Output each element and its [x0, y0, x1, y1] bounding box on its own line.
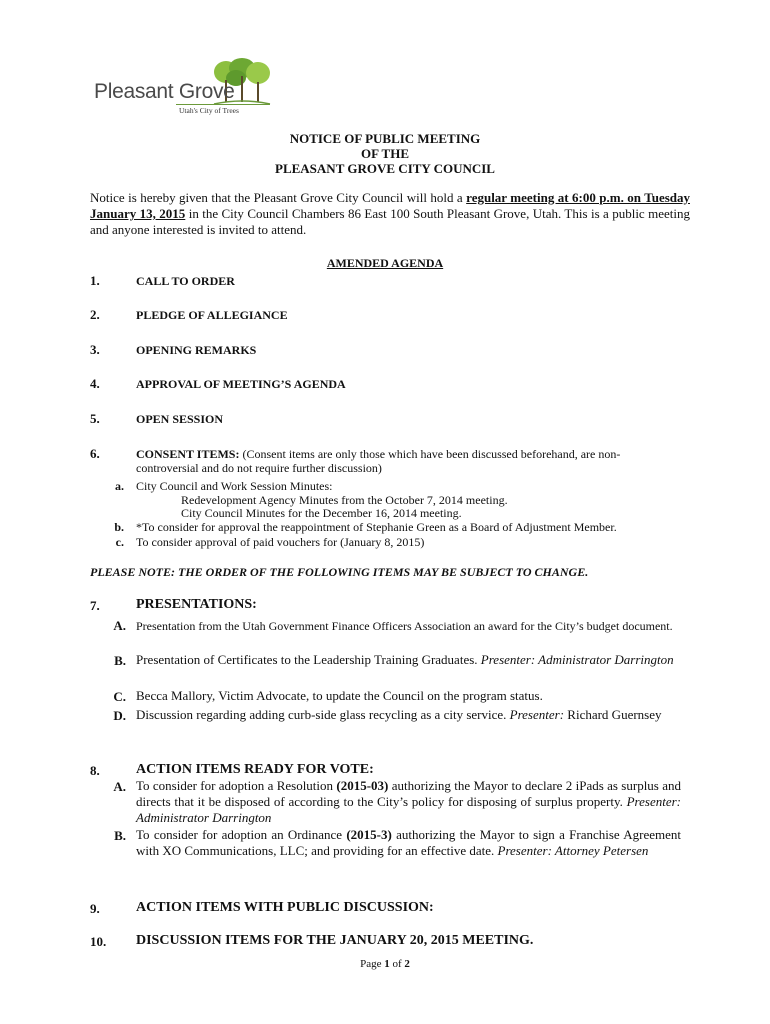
title-line-3: PLEASANT GROVE CITY COUNCIL [275, 161, 495, 176]
action-vote-a [136, 778, 681, 826]
consent-items [136, 447, 681, 475]
sub-letter: a. [115, 479, 124, 493]
item-label: ACTION ITEMS READY FOR VOTE: [136, 762, 374, 777]
item-label: PLEDGE OF ALLEGIANCE [136, 308, 288, 322]
action-vote-a-presenter: Presenter: Administrator Darrington [136, 794, 681, 825]
presentation-c: Becca Mallory, Victim Advocate, to update the Council on the program status. [136, 688, 543, 703]
presentation-d-text: Discussion regarding adding curb-side glass recycling as a city service. [136, 707, 510, 722]
agenda-heading: AMENDED AGENDA [326, 256, 444, 270]
item-number: 5. [90, 411, 100, 426]
item-number: 1. [90, 273, 100, 288]
presentation-d-presenter-name: Richard Guernsey [564, 707, 662, 722]
action-vote-b-post: authorizing the Mayor to sign a Franchise Agreement with XO Communications, LLC; and providing for an effective date. [136, 827, 681, 858]
sub-letter: c. [115, 535, 124, 549]
sub-letter: B. [114, 828, 126, 843]
presentation-a: Presentation from the Utah Government Finance Officers Association an award for the City’s budget document. [136, 619, 673, 633]
sub-letter: A. [113, 618, 126, 633]
notice-intro: Notice is hereby given that the Pleasant Grove City Council will hold a [90, 190, 467, 205]
presentation-b [136, 652, 681, 668]
order-note: PLEASE NOTE: THE ORDER OF THE FOLLOWING ITEMS MAY BE SUBJECT TO CHANGE. [90, 565, 589, 579]
sub-letter: A. [113, 779, 126, 794]
logo-name: Pleasant Grove [94, 80, 235, 103]
consent-a: City Council and Work Session Minutes: [136, 479, 333, 493]
action-vote-b-presenter: Presenter: Attorney Petersen [497, 843, 649, 858]
item-label: PRESENTATIONS: [136, 597, 257, 612]
consent-description: (Consent items are only those which have been discussed beforehand, are non-controversial and do not require further discussion) [136, 447, 621, 475]
item-label: APPROVAL OF MEETING’S AGENDA [136, 377, 346, 391]
notice-rest: in the City Council Chambers 86 East 100 South Pleasant Grove, Utah. This is a public meeting and anyone interested is invited to attend. [90, 206, 690, 237]
consent-label: CONSENT ITEMS: [136, 447, 240, 461]
item-label: DISCUSSION ITEMS FOR THE JANUARY 20, 2015 MEETING. [136, 933, 534, 948]
page-footer [0, 958, 770, 970]
page-word: Page [360, 958, 385, 970]
page-number: 1 [384, 958, 390, 970]
item-number: 2. [90, 307, 100, 322]
page-total: 2 [404, 958, 410, 970]
action-vote-b-pre: To consider for adoption an Ordinance [136, 827, 347, 842]
action-vote-a-pre: To consider for adoption a Resolution [136, 778, 337, 793]
meeting-time: regular meeting at 6:00 p.m. on Tuesday January 13, 2015 [90, 190, 690, 221]
sub-letter: b. [114, 520, 124, 534]
item-number: 6. [90, 446, 100, 461]
presentation-b-presenter: Presenter: Administrator Darrington [480, 652, 674, 667]
logo-tagline: Utah's City of Trees [179, 106, 239, 115]
item-number: 10. [90, 934, 107, 949]
sub-letter: C. [113, 689, 126, 704]
item-number: 4. [90, 376, 100, 391]
item-number: 9. [90, 901, 100, 916]
action-vote-a-post: authorizing the Mayor to declare 2 iPads as surplus and directs that it be disposed of according to the City’s policy for disposing of surplus property. [136, 778, 681, 809]
resolution-number: (2015-03) [336, 778, 389, 793]
ordinance-number: (2015-3) [346, 827, 392, 842]
item-label: OPENING REMARKS [136, 343, 257, 357]
item-label: ACTION ITEMS WITH PUBLIC DISCUSSION: [136, 900, 434, 915]
presentation-d [136, 707, 681, 723]
presentation-d-presenter-label: Presenter: [509, 707, 565, 722]
title-line-1: NOTICE OF PUBLIC MEETING [289, 131, 481, 146]
consent-b: *To consider for approval the reappointment of Stephanie Green as a Board of Adjustment Member. [136, 520, 617, 534]
notice-paragraph [90, 190, 690, 238]
consent-a-line-1: Redevelopment Agency Minutes from the October 7, 2014 meeting. [181, 493, 508, 507]
of-word: of [389, 958, 405, 970]
logo-rule [176, 104, 270, 105]
city-logo [94, 60, 274, 122]
consent-c: To consider approval of paid vouchers for (January 8, 2015) [136, 535, 425, 549]
item-label: CALL TO ORDER [136, 274, 235, 288]
item-number: 3. [90, 342, 100, 357]
sub-letter: B. [114, 653, 126, 668]
item-label: OPEN SESSION [136, 412, 224, 426]
consent-a-line-2: City Council Minutes for the December 16, 2014 meeting. [181, 506, 462, 520]
item-number: 8. [90, 763, 100, 778]
action-vote-b [136, 827, 681, 859]
presentation-b-text: Presentation of Certificates to the Leadership Training Graduates. [136, 652, 481, 667]
item-number: 7. [90, 598, 100, 613]
sub-letter: D. [113, 708, 126, 723]
title-line-2: OF THE [360, 146, 410, 161]
